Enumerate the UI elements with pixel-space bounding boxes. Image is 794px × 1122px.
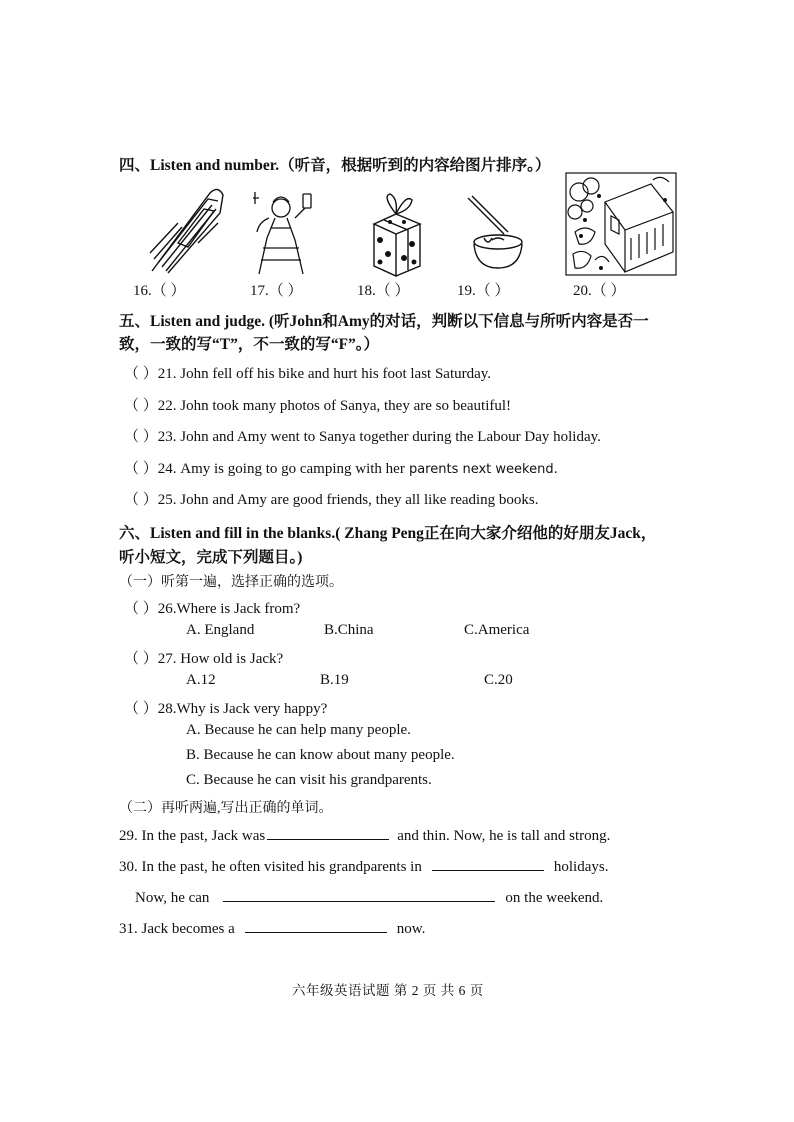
- section-5-heading-line1: 五、Listen and judge. (听John和Amy的对话，判断以下信息与所听内容是否一: [119, 313, 649, 330]
- question-27: [124, 647, 283, 668]
- gift-box-icon: [366, 192, 428, 278]
- answer-slot-22[interactable]: （ ）: [124, 398, 158, 414]
- option-27-c: C.20: [484, 672, 513, 688]
- question-25: [124, 488, 539, 509]
- question-26-text: 26.Where is Jack from?: [157, 601, 301, 617]
- question-24-text-tail: parents next weekend.: [404, 462, 558, 477]
- question-24: [124, 457, 558, 478]
- question-30-text-b: holidays.: [553, 859, 609, 875]
- question-22: [124, 394, 511, 415]
- question-30-line2: [135, 887, 603, 907]
- option-26-a: A. England: [186, 622, 255, 638]
- question-23: [124, 425, 601, 446]
- blank-30a[interactable]: [432, 856, 544, 871]
- question-30b-text-a: Now, he can: [135, 890, 210, 906]
- option-27-b: B.19: [320, 672, 349, 688]
- section-6-heading-line2: 听小短文，完成下列题目。): [119, 549, 303, 566]
- question-31-text-b: now.: [396, 921, 426, 937]
- question-26: [124, 597, 300, 618]
- question-27-text: 27. How old is Jack?: [157, 651, 284, 667]
- question-29-text-a: 29. In the past, Jack was: [119, 828, 266, 844]
- option-28-a: A. Because he can help many people.: [186, 722, 411, 738]
- question-28: [124, 697, 327, 718]
- part-1-instruction: （一）听第一遍，选择正确的选项。: [119, 575, 343, 590]
- question-30b-text-b: on the weekend.: [505, 890, 604, 906]
- answer-slot-19[interactable]: 19.（ ）: [457, 283, 510, 299]
- section-4-heading: 四、Listen and number.（听音，根据听到的内容给图片排序。）: [119, 157, 551, 174]
- option-26-c: C.America: [464, 622, 530, 638]
- section-5-heading-line2: 致，一致的写“T”，不一致的写“F”。）: [119, 336, 380, 353]
- answer-slot-20[interactable]: 20.（ ）: [573, 283, 626, 299]
- blank-30b[interactable]: [223, 887, 495, 902]
- question-21-text: 21. John fell off his bike and hurt his foot last Saturday.: [157, 366, 492, 382]
- answer-slot-23[interactable]: （ ）: [124, 429, 158, 445]
- question-24-text: 24. Amy is going to go camping with her: [157, 461, 405, 477]
- answer-slot-25[interactable]: （ ）: [124, 492, 158, 508]
- answer-slot-28[interactable]: （ ）: [124, 701, 158, 717]
- question-30: [119, 856, 608, 876]
- answer-slot-16[interactable]: 16.（ ）: [133, 283, 186, 299]
- noodle-bowl-icon: [462, 192, 528, 272]
- answer-slot-21[interactable]: （ ）: [124, 366, 158, 382]
- page-footer: 六年级英语试题 第 2 页 共 6 页: [292, 983, 484, 998]
- question-31-text-a: 31. Jack becomes a: [119, 921, 235, 937]
- house-scene-icon: [565, 172, 677, 276]
- question-22-text: 22. John took many photos of Sanya, they are so beautiful!: [157, 398, 512, 414]
- option-27-a: A.12: [186, 672, 216, 688]
- question-29: [119, 825, 610, 845]
- question-23-text: 23. John and Amy went to Sanya together during the Labour Day holiday.: [157, 429, 601, 445]
- section-6-heading-line1: 六、Listen and fill in the blanks.( Zhang Peng正在向大家介绍他的好朋友Jack，: [119, 525, 657, 542]
- option-28-b: B. Because he can know about many people.: [186, 747, 455, 763]
- question-31: [119, 918, 425, 938]
- answer-slot-24[interactable]: （ ）: [124, 461, 158, 477]
- question-30-text-a: 30. In the past, he often visited his grandparents in: [119, 859, 422, 875]
- part-2-instruction: （二）再听两遍,写出正确的单词。: [119, 801, 333, 816]
- person-with-phone-icon: [249, 188, 319, 278]
- question-28-text: 28.Why is Jack very happy?: [157, 701, 328, 717]
- blank-29[interactable]: [267, 825, 389, 840]
- blank-31[interactable]: [245, 918, 387, 933]
- question-21: [124, 362, 491, 383]
- answer-slot-27[interactable]: （ ）: [124, 651, 158, 667]
- option-28-c: C. Because he can visit his grandparents.: [186, 772, 432, 788]
- question-29-text-b: and thin. Now, he is tall and strong.: [397, 828, 611, 844]
- answer-slot-17[interactable]: 17.（ ）: [250, 283, 303, 299]
- option-26-b: B.China: [324, 622, 374, 638]
- train-icon: [148, 183, 226, 275]
- answer-slot-26[interactable]: （ ）: [124, 601, 158, 617]
- answer-slot-18[interactable]: 18.（ ）: [357, 283, 410, 299]
- question-25-text: 25. John and Amy are good friends, they all like reading books.: [157, 492, 539, 508]
